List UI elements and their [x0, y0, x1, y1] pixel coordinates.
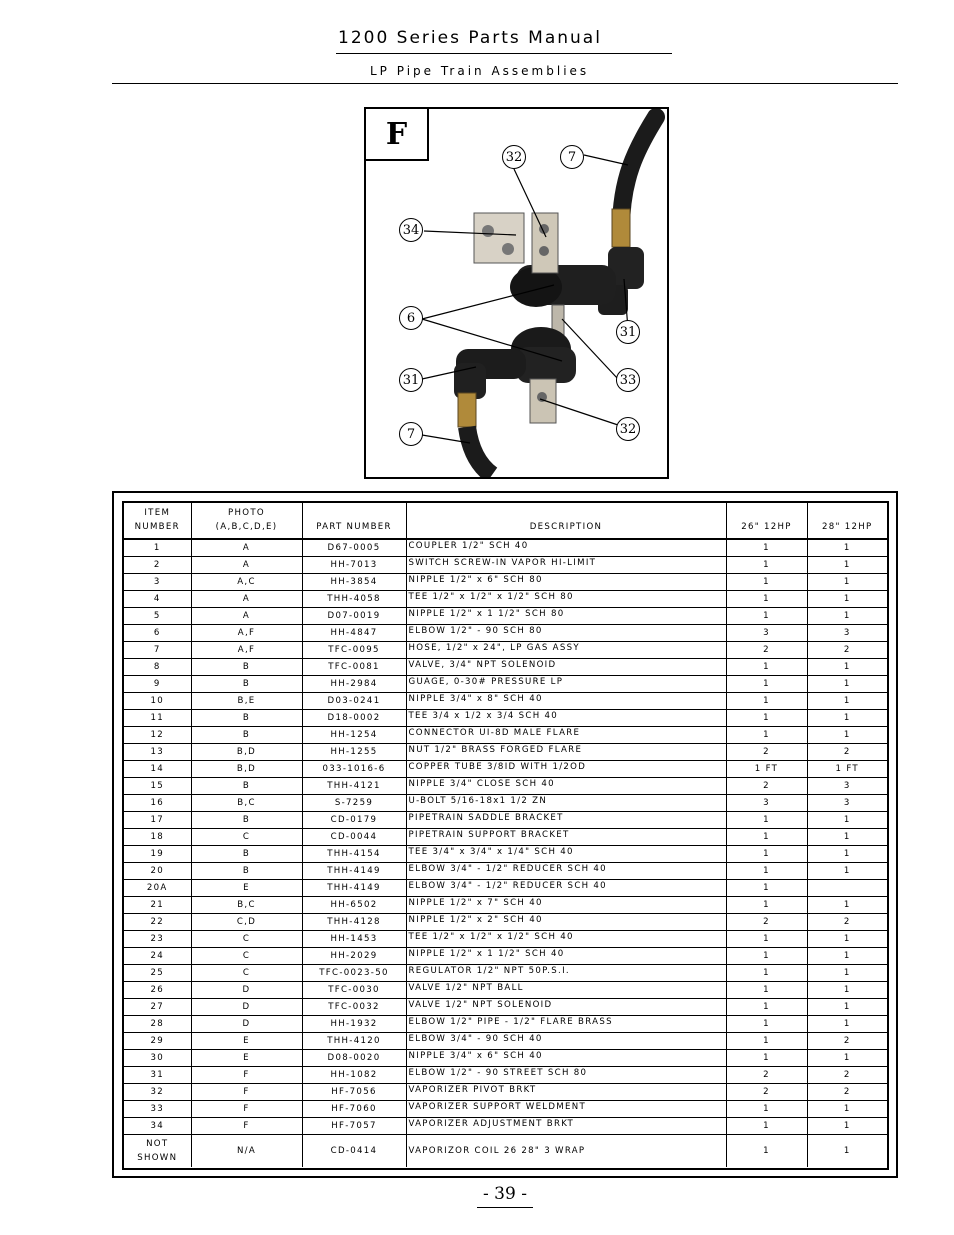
item-number-cell: 8 [124, 658, 191, 675]
item-number-cell: 11 [124, 709, 191, 726]
description-cell: VALVE 1/2" NPT BALL [406, 981, 726, 998]
item-number-cell: 20 [124, 862, 191, 879]
item-number-cell: 27 [124, 998, 191, 1015]
photo-cell: B [191, 658, 302, 675]
qty-26-cell: 1 [726, 1049, 807, 1066]
photo-cell: C [191, 964, 302, 981]
table-row [124, 726, 887, 743]
description-cell: HOSE, 1/2" x 24", LP GAS ASSY [406, 641, 726, 658]
part-number-cell: THH-4149 [302, 879, 406, 896]
callout-32: 32 [502, 145, 526, 169]
table-row [124, 981, 887, 998]
table-row [124, 1100, 887, 1117]
part-number-cell: THH-4058 [302, 590, 406, 607]
part-number-cell: HH-4847 [302, 624, 406, 641]
item-number-cell: 33 [124, 1100, 191, 1117]
qty-28-cell: 1 [807, 1134, 887, 1167]
qty-26-cell: 1 [726, 658, 807, 675]
qty-26-cell: 1 [726, 828, 807, 845]
part-number-cell: CD-0044 [302, 828, 406, 845]
photo-cell: B,D [191, 743, 302, 760]
item-number-cell: 30 [124, 1049, 191, 1066]
part-number-cell: D18-0002 [302, 709, 406, 726]
item-number-cell: 14 [124, 760, 191, 777]
manual-title: 1200 Series Parts Manual [338, 28, 602, 48]
callout-7: 7 [399, 422, 423, 446]
qty-28-cell: 3 [807, 777, 887, 794]
item-number-cell: 3 [124, 573, 191, 590]
qty-26-cell: 1 [726, 930, 807, 947]
description-cell: PIPETRAIN SADDLE BRACKET [406, 811, 726, 828]
table-row [124, 828, 887, 845]
qty-26-cell: 1 [726, 1134, 807, 1167]
description-cell: NIPPLE 3/4" x 6" SCH 40 [406, 1049, 726, 1066]
parts-table-header-row [124, 503, 887, 539]
item-number-cell: 29 [124, 1032, 191, 1049]
part-number-cell: HF-7057 [302, 1117, 406, 1134]
part-number-cell: THH-4120 [302, 1032, 406, 1049]
description-cell: ELBOW 3/4" - 90 SCH 40 [406, 1032, 726, 1049]
part-number-cell: HH-1082 [302, 1066, 406, 1083]
photo-cell: C [191, 828, 302, 845]
qty-28-cell: 2 [807, 913, 887, 930]
part-number-cell: TFC-0023-50 [302, 964, 406, 981]
photo-cell: E [191, 1032, 302, 1049]
description-cell: COPPER TUBE 3/8ID WITH 1/2OD [406, 760, 726, 777]
table-row [124, 556, 887, 573]
photo-cell: F [191, 1100, 302, 1117]
description-cell: ELBOW 3/4" - 1/2" REDUCER SCH 40 [406, 862, 726, 879]
header-26-12hp: 26" 12HP [726, 503, 807, 539]
qty-26-cell: 3 [726, 794, 807, 811]
photo-cell: A,F [191, 641, 302, 658]
description-cell: NIPPLE 1/2" x 6" SCH 80 [406, 573, 726, 590]
callout-6: 6 [399, 306, 423, 330]
qty-26-cell: 2 [726, 777, 807, 794]
qty-28-cell: 1 [807, 998, 887, 1015]
description-cell: TEE 1/2" x 1/2" x 1/2" SCH 40 [406, 930, 726, 947]
photo-cell: A [191, 607, 302, 624]
item-number-cell: 1 [124, 539, 191, 556]
photo-cell: B [191, 675, 302, 692]
part-number-cell: CD-0414 [302, 1134, 406, 1167]
photo-cell: A,C [191, 573, 302, 590]
photo-cell: B [191, 845, 302, 862]
part-number-cell: D08-0020 [302, 1049, 406, 1066]
part-number-cell: THH-4121 [302, 777, 406, 794]
item-number-cell: 13 [124, 743, 191, 760]
description-cell: NIPPLE 1/2" x 7" SCH 40 [406, 896, 726, 913]
description-cell: VAPORIZER ADJUSTMENT BRKT [406, 1117, 726, 1134]
parts-table-frame [112, 491, 898, 1178]
qty-26-cell: 1 [726, 998, 807, 1015]
photo-cell: A [191, 556, 302, 573]
table-row [124, 1032, 887, 1049]
table-row [124, 573, 887, 590]
photo-cell: F [191, 1083, 302, 1100]
part-number-cell: HH-7013 [302, 556, 406, 573]
qty-28-cell: 1 [807, 556, 887, 573]
qty-28-cell: 2 [807, 1032, 887, 1049]
table-row [124, 1049, 887, 1066]
photo-cell: D [191, 998, 302, 1015]
photo-cell: B,C [191, 794, 302, 811]
description-cell: NUT 1/2" BRASS FORGED FLARE [406, 743, 726, 760]
qty-28-cell: 1 [807, 947, 887, 964]
part-number-cell: HH-1932 [302, 1015, 406, 1032]
table-row [124, 1117, 887, 1134]
table-row [124, 896, 887, 913]
parts-table [124, 503, 887, 1167]
item-number-cell: 15 [124, 777, 191, 794]
qty-26-cell: 2 [726, 1066, 807, 1083]
qty-26-cell: 2 [726, 641, 807, 658]
description-cell: ELBOW 3/4" - 1/2" REDUCER SCH 40 [406, 879, 726, 896]
description-cell: NIPPLE 1/2" x 2" SCH 40 [406, 913, 726, 930]
photo-cell: B,D [191, 760, 302, 777]
qty-28-cell: 1 [807, 1049, 887, 1066]
qty-28-cell: 1 [807, 607, 887, 624]
photo-cell: A,F [191, 624, 302, 641]
qty-26-cell: 1 [726, 590, 807, 607]
qty-28-cell: 3 [807, 794, 887, 811]
table-row [124, 760, 887, 777]
header-item-number: ITEM NUMBER [124, 503, 191, 539]
description-cell: ELBOW 1/2" PIPE - 1/2" FLARE BRASS [406, 1015, 726, 1032]
table-row [124, 879, 887, 896]
qty-26-cell: 1 [726, 896, 807, 913]
part-number-cell: TFC-0030 [302, 981, 406, 998]
description-cell: CONNECTOR UI-8D MALE FLARE [406, 726, 726, 743]
item-number-cell: 25 [124, 964, 191, 981]
part-number-cell: 033-1016-6 [302, 760, 406, 777]
item-number-cell: 17 [124, 811, 191, 828]
item-number-cell: 18 [124, 828, 191, 845]
part-number-cell: TFC-0081 [302, 658, 406, 675]
header-divider [112, 83, 898, 84]
table-row [124, 947, 887, 964]
qty-28-cell [807, 879, 887, 896]
part-number-cell: HH-1255 [302, 743, 406, 760]
item-number-cell: 5 [124, 607, 191, 624]
table-row [124, 539, 887, 556]
page-number: - 39 - [477, 1184, 533, 1208]
qty-26-cell: 1 [726, 692, 807, 709]
item-number-cell: 22 [124, 913, 191, 930]
item-number-cell: 31 [124, 1066, 191, 1083]
part-number-cell: D07-0019 [302, 607, 406, 624]
photo-cell: D [191, 1015, 302, 1032]
qty-28-cell: 1 [807, 573, 887, 590]
qty-26-cell: 2 [726, 1083, 807, 1100]
part-number-cell: CD-0179 [302, 811, 406, 828]
qty-28-cell: 1 [807, 1015, 887, 1032]
photo-cell: E [191, 1049, 302, 1066]
table-row [124, 590, 887, 607]
table-row [124, 692, 887, 709]
description-cell: NIPPLE 3/4" x 8" SCH 40 [406, 692, 726, 709]
qty-26-cell: 1 [726, 675, 807, 692]
qty-26-cell: 1 [726, 573, 807, 590]
photo-cell: B [191, 777, 302, 794]
qty-28-cell: 1 [807, 862, 887, 879]
part-number-cell: HH-2029 [302, 947, 406, 964]
photo-cell: B [191, 811, 302, 828]
description-cell: PIPETRAIN SUPPORT BRACKET [406, 828, 726, 845]
description-cell: ELBOW 1/2" - 90 SCH 80 [406, 624, 726, 641]
part-number-cell: HH-1453 [302, 930, 406, 947]
photo-cell: B,E [191, 692, 302, 709]
item-number-cell: 12 [124, 726, 191, 743]
photo-cell: C,D [191, 913, 302, 930]
description-cell: COUPLER 1/2" SCH 40 [406, 539, 726, 556]
assembly-photo-f [364, 107, 669, 479]
qty-26-cell: 2 [726, 913, 807, 930]
qty-28-cell: 1 [807, 964, 887, 981]
photo-cell: F [191, 1066, 302, 1083]
qty-28-cell: 2 [807, 1083, 887, 1100]
item-number-cell: 7 [124, 641, 191, 658]
item-number-cell: 26 [124, 981, 191, 998]
photo-cell: A [191, 590, 302, 607]
qty-26-cell: 1 [726, 1015, 807, 1032]
description-cell: U-BOLT 5/16-18x1 1/2 ZN [406, 794, 726, 811]
part-number-cell: THH-4149 [302, 862, 406, 879]
description-cell: REGULATOR 1/2" NPT 50P.S.I. [406, 964, 726, 981]
parts-table-body [124, 539, 887, 1167]
qty-28-cell: 1 [807, 709, 887, 726]
description-cell: NIPPLE 3/4" CLOSE SCH 40 [406, 777, 726, 794]
photo-cell: F [191, 1117, 302, 1134]
item-number-cell: 34 [124, 1117, 191, 1134]
qty-26-cell: 1 [726, 1117, 807, 1134]
qty-26-cell: 2 [726, 743, 807, 760]
qty-28-cell: 1 [807, 1117, 887, 1134]
table-row [124, 743, 887, 760]
qty-28-cell: 1 [807, 828, 887, 845]
description-cell: TEE 3/4 x 1/2 x 3/4 SCH 40 [406, 709, 726, 726]
description-cell: NIPPLE 1/2" x 1 1/2" SCH 80 [406, 607, 726, 624]
callout-34: 34 [399, 218, 423, 242]
qty-26-cell: 1 [726, 1032, 807, 1049]
callout-31: 31 [616, 320, 640, 344]
description-cell: TEE 3/4" x 3/4" x 1/4" SCH 40 [406, 845, 726, 862]
photo-cell: A [191, 539, 302, 556]
table-row [124, 794, 887, 811]
item-number-cell: 21 [124, 896, 191, 913]
table-row [124, 1083, 887, 1100]
item-number-cell: 24 [124, 947, 191, 964]
table-row [124, 930, 887, 947]
table-row [124, 1015, 887, 1032]
table-row [124, 1066, 887, 1083]
item-number-cell: 19 [124, 845, 191, 862]
description-cell: SWITCH SCREW-IN VAPOR HI-LIMIT [406, 556, 726, 573]
part-number-cell: TFC-0095 [302, 641, 406, 658]
table-row [124, 624, 887, 641]
qty-28-cell: 1 [807, 896, 887, 913]
item-number-cell: 28 [124, 1015, 191, 1032]
item-number-cell: 20A [124, 879, 191, 896]
qty-28-cell: 1 [807, 930, 887, 947]
qty-26-cell: 1 FT [726, 760, 807, 777]
qty-26-cell: 1 [726, 981, 807, 998]
part-number-cell: D67-0005 [302, 539, 406, 556]
qty-28-cell: 1 [807, 726, 887, 743]
description-cell: VALVE, 3/4" NPT SOLENOID [406, 658, 726, 675]
qty-26-cell: 1 [726, 556, 807, 573]
header-description: DESCRIPTION [406, 503, 726, 539]
qty-28-cell: 1 [807, 590, 887, 607]
qty-28-cell: 2 [807, 743, 887, 760]
table-row [124, 777, 887, 794]
section-subtitle: LP Pipe Train Assemblies [370, 64, 590, 78]
item-number-cell: 4 [124, 590, 191, 607]
qty-28-cell: 1 [807, 539, 887, 556]
table-row [124, 964, 887, 981]
photo-cell: E [191, 879, 302, 896]
part-number-cell: D03-0241 [302, 692, 406, 709]
photo-cell: B,C [191, 896, 302, 913]
description-cell: VAPORIZOR COIL 26 28" 3 WRAP [406, 1134, 726, 1167]
table-row [124, 641, 887, 658]
photo-cell: C [191, 930, 302, 947]
part-number-cell: S-7259 [302, 794, 406, 811]
part-number-cell: HH-2984 [302, 675, 406, 692]
qty-26-cell: 1 [726, 862, 807, 879]
table-row [124, 658, 887, 675]
qty-28-cell: 1 [807, 811, 887, 828]
photo-cell: B [191, 726, 302, 743]
table-row [124, 811, 887, 828]
qty-28-cell: 1 [807, 1100, 887, 1117]
table-row [124, 709, 887, 726]
description-cell: TEE 1/2" x 1/2" x 1/2" SCH 80 [406, 590, 726, 607]
item-number-cell: 32 [124, 1083, 191, 1100]
description-cell: ELBOW 1/2" - 90 STREET SCH 80 [406, 1066, 726, 1083]
part-number-cell: HH-3854 [302, 573, 406, 590]
parts-table-inner [122, 501, 889, 1170]
qty-26-cell: 1 [726, 709, 807, 726]
callout-31: 31 [399, 368, 423, 392]
callout-33: 33 [616, 368, 640, 392]
photo-cell: B [191, 862, 302, 879]
qty-28-cell: 1 [807, 675, 887, 692]
item-number-cell: NOT SHOWN [124, 1134, 191, 1167]
photo-cell: D [191, 981, 302, 998]
part-number-cell: HF-7056 [302, 1083, 406, 1100]
qty-26-cell: 1 [726, 964, 807, 981]
qty-28-cell: 1 FT [807, 760, 887, 777]
photo-letter-label: F [366, 109, 429, 161]
qty-26-cell: 1 [726, 607, 807, 624]
callout-32: 32 [616, 417, 640, 441]
qty-28-cell: 1 [807, 658, 887, 675]
part-number-cell: THH-4154 [302, 845, 406, 862]
qty-26-cell: 1 [726, 845, 807, 862]
description-cell: NIPPLE 1/2" x 1 1/2" SCH 40 [406, 947, 726, 964]
title-underline [336, 53, 672, 54]
qty-28-cell: 1 [807, 845, 887, 862]
item-number-cell: 10 [124, 692, 191, 709]
part-number-cell: THH-4128 [302, 913, 406, 930]
table-row [124, 862, 887, 879]
qty-28-cell: 3 [807, 624, 887, 641]
photo-cell: C [191, 947, 302, 964]
qty-26-cell: 1 [726, 1100, 807, 1117]
table-row [124, 675, 887, 692]
qty-28-cell: 2 [807, 641, 887, 658]
qty-28-cell: 1 [807, 981, 887, 998]
description-cell: VAPORIZER SUPPORT WELDMENT [406, 1100, 726, 1117]
description-cell: VALVE 1/2" NPT SOLENOID [406, 998, 726, 1015]
table-row [124, 913, 887, 930]
header-28-12hp: 28" 12HP [807, 503, 887, 539]
item-number-cell: 23 [124, 930, 191, 947]
description-cell: GUAGE, 0-30# PRESSURE LP [406, 675, 726, 692]
item-number-cell: 6 [124, 624, 191, 641]
qty-26-cell: 1 [726, 726, 807, 743]
part-number-cell: HH-1254 [302, 726, 406, 743]
item-number-cell: 16 [124, 794, 191, 811]
part-number-cell: HF-7060 [302, 1100, 406, 1117]
item-number-cell: 9 [124, 675, 191, 692]
item-number-cell: 2 [124, 556, 191, 573]
qty-26-cell: 1 [726, 879, 807, 896]
qty-26-cell: 1 [726, 947, 807, 964]
photo-cell: N/A [191, 1134, 302, 1167]
part-number-cell: HH-6502 [302, 896, 406, 913]
qty-26-cell: 3 [726, 624, 807, 641]
photo-cell: B [191, 709, 302, 726]
header-photo: PHOTO (A,B,C,D,E) [191, 503, 302, 539]
qty-26-cell: 1 [726, 811, 807, 828]
qty-28-cell: 2 [807, 1066, 887, 1083]
table-row [124, 998, 887, 1015]
qty-26-cell: 1 [726, 539, 807, 556]
description-cell: VAPORIZER PIVOT BRKT [406, 1083, 726, 1100]
table-row-not-shown [124, 1134, 887, 1167]
table-row [124, 845, 887, 862]
header-part-number: PART NUMBER [302, 503, 406, 539]
callout-7: 7 [560, 145, 584, 169]
part-number-cell: TFC-0032 [302, 998, 406, 1015]
table-row [124, 607, 887, 624]
qty-28-cell: 1 [807, 692, 887, 709]
